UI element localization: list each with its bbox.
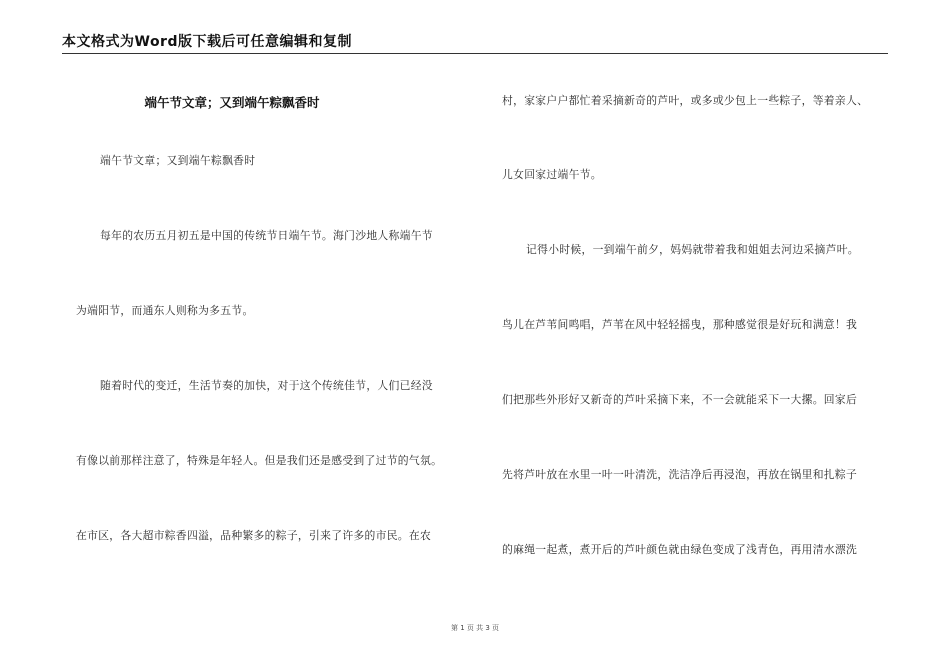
paragraph-line: 端午节文章；又到端午粽飘香时 bbox=[100, 154, 256, 167]
paragraph-line: 为端阳节，而通东人则称为多五节。 bbox=[76, 304, 254, 317]
paragraph-line: 记得小时候，一到端午前夕，妈妈就带着我和姐姐去河边采摘芦叶。 bbox=[526, 243, 859, 256]
paragraph-line: 先将芦叶放在水里一叶一叶清洗，洗洁净后再浸泡，再放在锅里和扎粽子 bbox=[502, 468, 858, 481]
paragraph-line: 有像以前那样注意了，特殊是年轻人。但是我们还是感受到了过节的气氛。 bbox=[76, 454, 443, 467]
paragraph-line: 村，家家户户都忙着采摘新奇的芦叶，或多或少包上一些粽子，等着亲人、 bbox=[502, 94, 869, 107]
page-footer: 第 1 页 共 3 页 bbox=[450, 624, 500, 632]
paragraph-line: 在市区，各大超市粽香四溢，品种繁多的粽子，引来了许多的市民。在农 bbox=[76, 529, 432, 542]
download-banner: 本文格式为Word版下载后可任意编辑和复制 bbox=[62, 34, 352, 50]
paragraph-line: 每年的农历五月初五是中国的传统节日端午节。海门沙地人称端午节 bbox=[100, 229, 433, 242]
banner-rule bbox=[62, 53, 888, 54]
paragraph-line: 的麻绳一起煮，煮开后的芦叶颜色就由绿色变成了浅青色，再用清水漂洗 bbox=[502, 543, 858, 556]
article-title: 端午节文章；又到端午粽飘香时 bbox=[144, 95, 320, 110]
paragraph-line: 们把那些外形好又新奇的芦叶采摘下来，不一会就能采下一大摞。回家后 bbox=[502, 393, 858, 406]
paragraph-line: 儿女回家过端午节。 bbox=[502, 168, 602, 181]
paragraph-line: 随着时代的变迁，生活节奏的加快，对于这个传统佳节，人们已经没 bbox=[100, 379, 433, 392]
paragraph-line: 鸟儿在芦苇间鸣唱，芦苇在风中轻轻摇曳，那种感觉很是好玩和满意！我 bbox=[502, 318, 858, 331]
